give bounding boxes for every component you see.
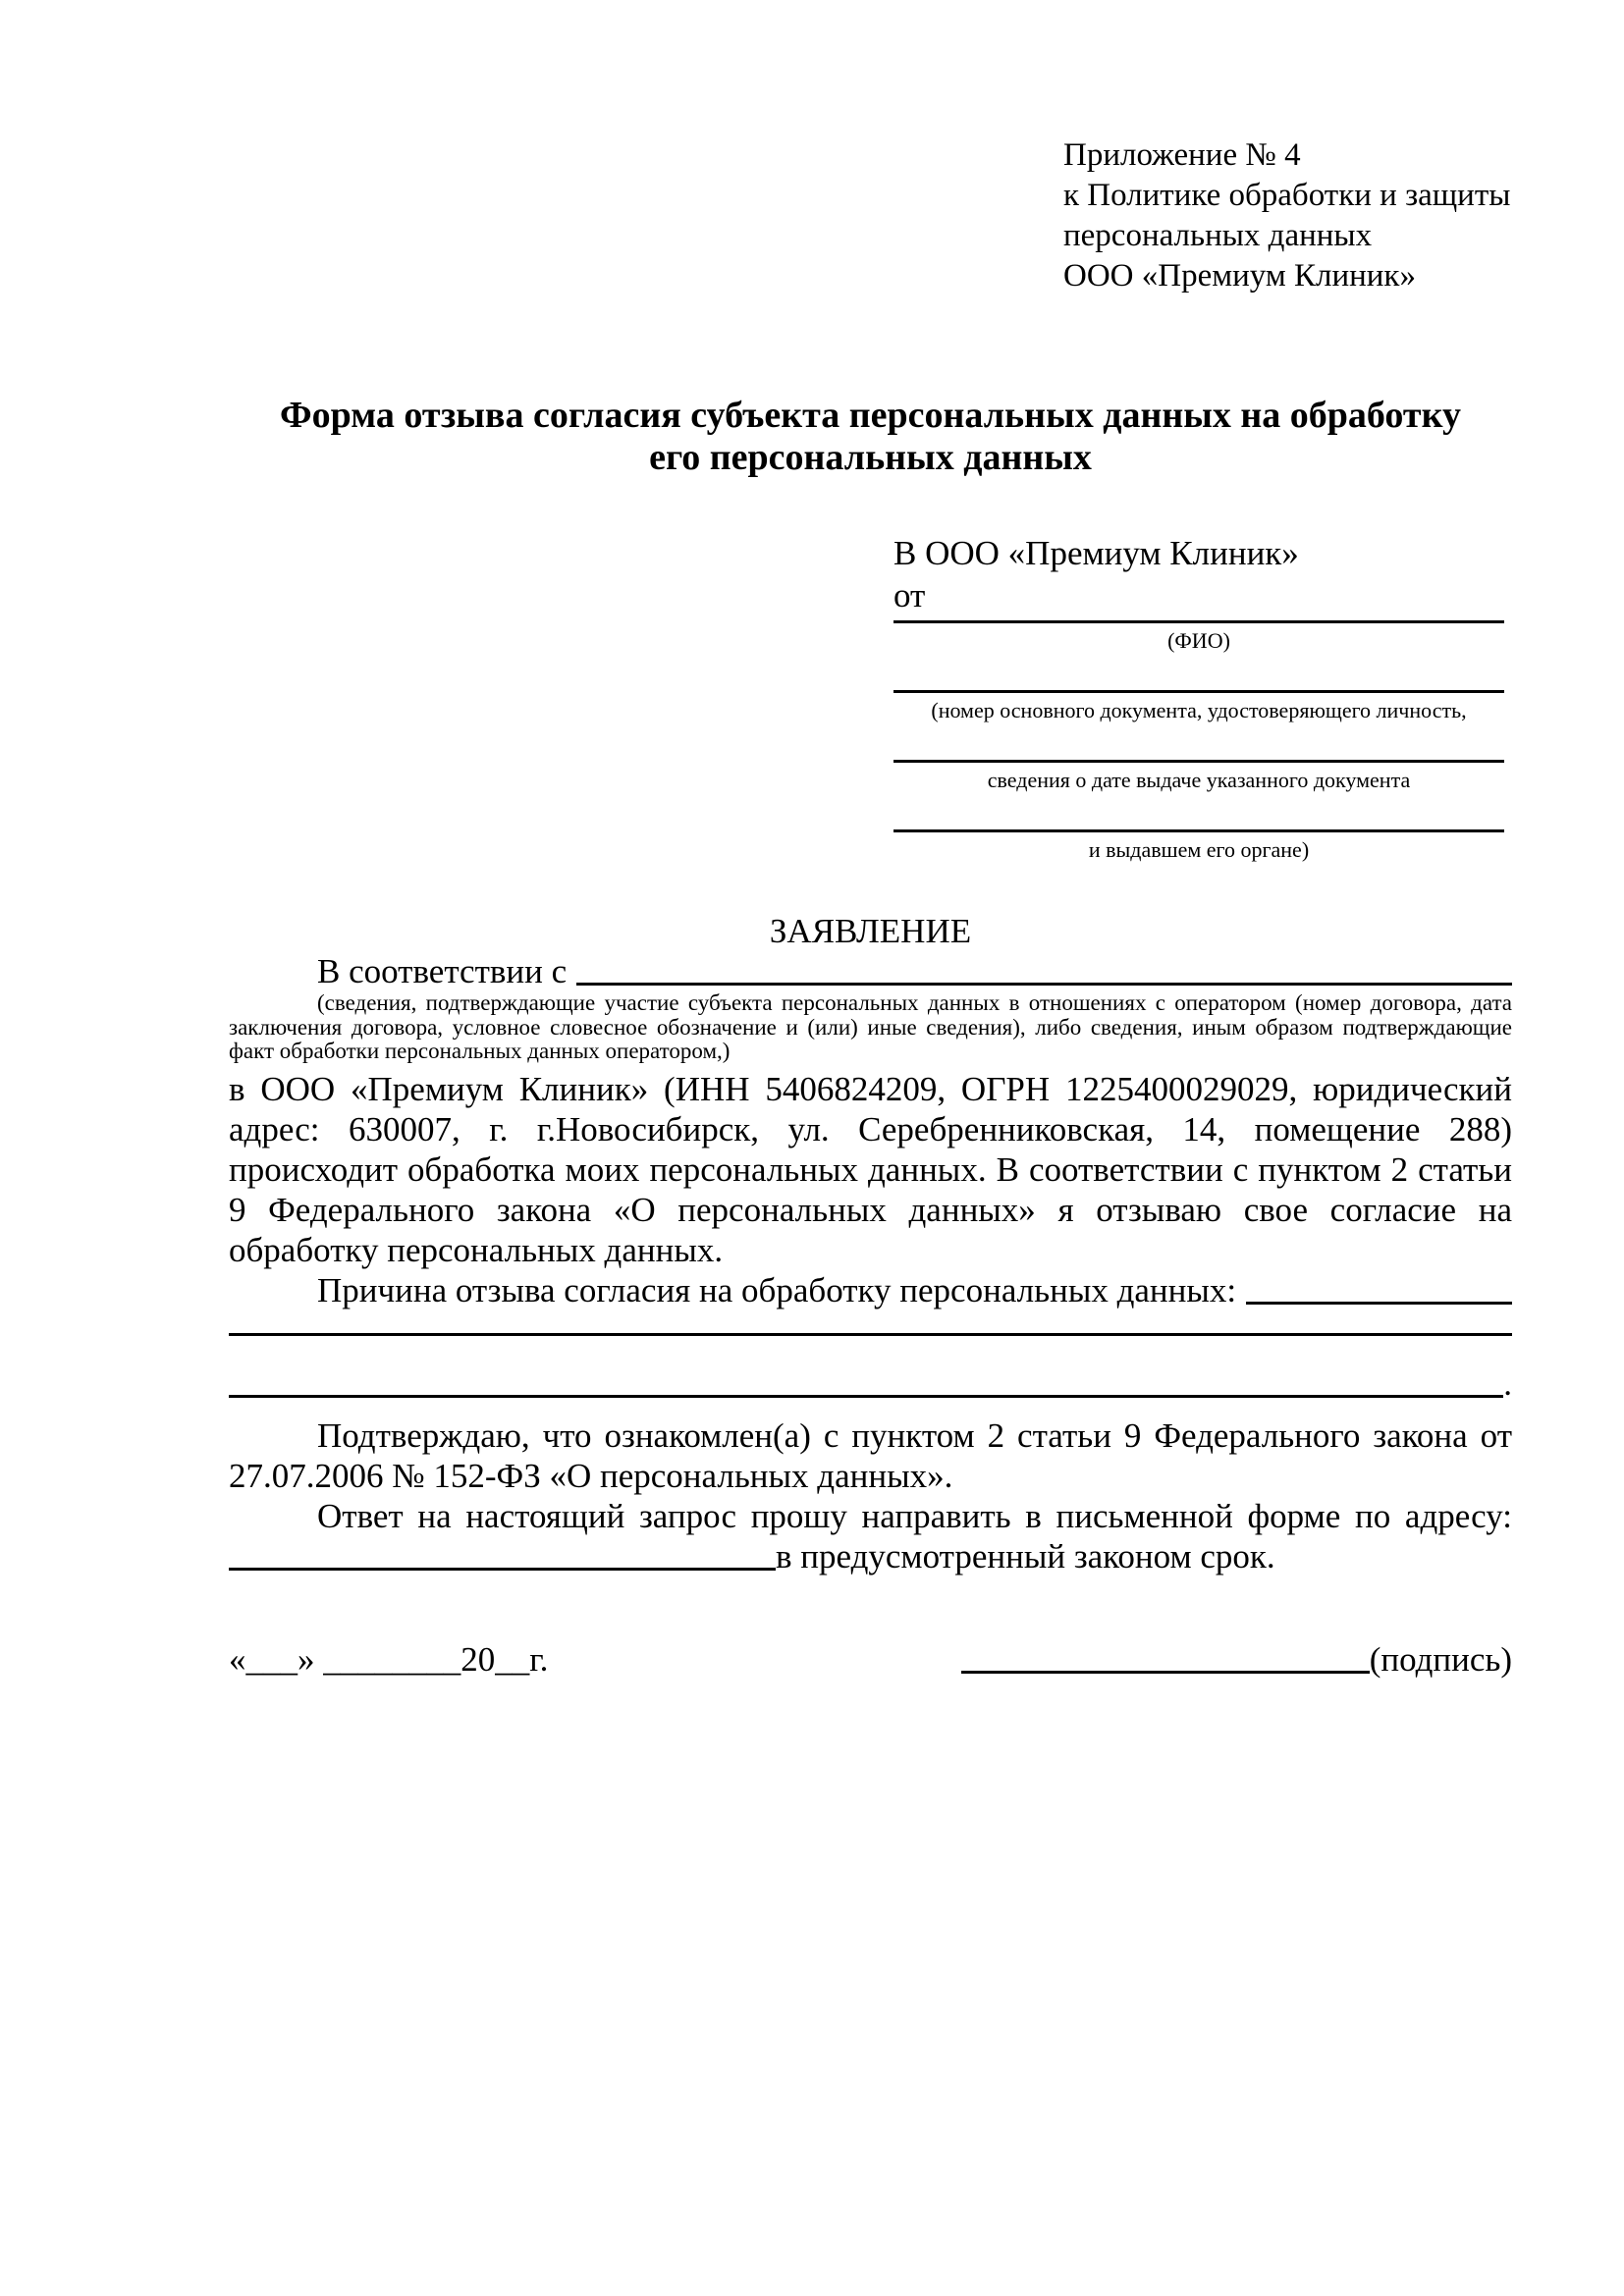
issue-date-blank-line[interactable] <box>893 760 1504 763</box>
reason-blank-line-2[interactable] <box>229 1333 1512 1336</box>
document-number-field <box>893 690 1504 723</box>
intro-row <box>229 951 1512 991</box>
issuing-authority-field <box>893 829 1504 863</box>
date-line[interactable]: «___» ________20__г. <box>229 1639 549 1679</box>
fio-blank-line[interactable] <box>893 620 1504 623</box>
form-title-line-2: его персональных данных <box>649 437 1092 478</box>
footer-row <box>229 1639 1512 1680</box>
reason-blank-line[interactable] <box>1246 1270 1512 1305</box>
issuing-authority-caption: и выдавшем его органе) <box>1088 837 1310 862</box>
appendix-note-line-4: ООО «Премиум Клиник» <box>1063 258 1416 294</box>
blank-line-terminator: . <box>1503 1363 1512 1403</box>
appendix-note-line-2: к Политике обработки и защиты <box>1063 178 1511 213</box>
intro-footnote: (сведения, подтверждающие участие субъекта персональных данных в отношениях с оператором (номер договора, дата заключения договора, условное словесное обозначение и (или) иные сведения), либо сведения, иным образом подтверждающие факт обработки персональных данных оператором,) <box>229 990 1512 1063</box>
addressee-organization: В ООО «Премиум Клиник» <box>893 534 1299 572</box>
document-number-caption: (номер основного документа, удостоверяющего личность, <box>931 698 1467 722</box>
intro-blank-line[interactable] <box>576 951 1512 986</box>
intro-prefix: В соответствии с <box>317 952 568 990</box>
reason-label: Причина отзыва согласия на обработку персональных данных: <box>317 1270 1237 1309</box>
form-title <box>229 395 1512 479</box>
signature-blank-line[interactable] <box>961 1671 1370 1674</box>
reason-row <box>229 1270 1512 1310</box>
appendix-note <box>1063 135 1512 296</box>
addressee-from-label: от <box>893 576 926 614</box>
reason-blank-line-3-row <box>229 1363 1512 1403</box>
appendix-note-line-1: Приложение № 4 <box>1063 137 1301 173</box>
fio-field <box>893 620 1504 654</box>
statement-heading: ЗАЯВЛЕНИЕ <box>769 912 972 950</box>
statement-body: в ООО «Премиум Клиник» (ИНН 5406824209, ОГРН 1225400029029, юридический адрес: 630007, г. г.Новосибирск, ул. Серебренниковская, 14, помещение 288) происходит обработка моих персональных данных. В соответствии с пунктом 2 статьи 9 Федерального закона «О персональных данных» я отзываю свое согласие на обработку персональных данных. <box>229 1069 1512 1269</box>
issue-date-caption: сведения о дате выдаче указанного документа <box>987 768 1411 792</box>
reply-address-row <box>229 1536 1512 1576</box>
signature-caption: (подпись) <box>1369 1639 1512 1679</box>
addressee-block <box>893 533 1504 863</box>
form-title-line-1: Форма отзыва согласия субъекта персональных данных на обработку <box>280 395 1461 436</box>
document-number-blank-line[interactable] <box>893 690 1504 693</box>
reply-request-paragraph: Ответ на настоящий запрос прошу направить в письменной форме по адресу: <box>317 1496 1512 1535</box>
reply-address-blank-line[interactable] <box>229 1536 776 1571</box>
reason-blank-line-3[interactable] <box>229 1395 1503 1398</box>
appendix-note-line-3: персональных данных <box>1063 218 1373 253</box>
fio-caption: (ФИО) <box>1167 628 1230 653</box>
signature-group <box>961 1639 1512 1680</box>
confirmation-paragraph: Подтверждаю, что ознакомлен(а) с пунктом 2 статьи 9 Федерального закона от 27.07.2006 № 152-ФЗ «О персональных данных». <box>229 1415 1512 1495</box>
issue-date-field <box>893 760 1504 793</box>
reply-suffix: в предусмотренный законом срок. <box>776 1536 1275 1575</box>
issuing-authority-blank-line[interactable] <box>893 829 1504 832</box>
